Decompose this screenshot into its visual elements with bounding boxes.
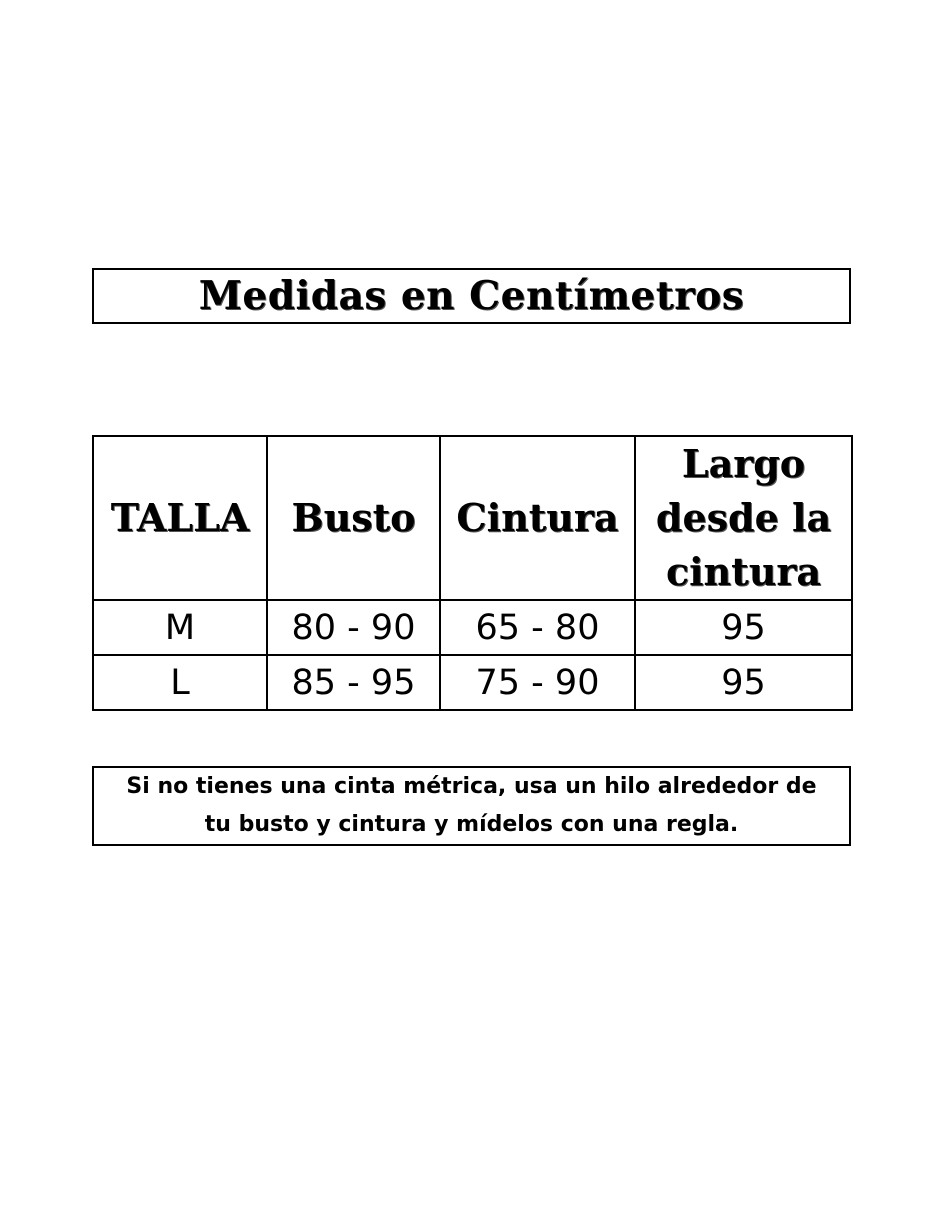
header-talla: TALLA xyxy=(93,436,267,600)
cell-largo: 95 xyxy=(635,655,852,710)
cell-busto: 85 - 95 xyxy=(267,655,440,710)
note-box xyxy=(92,766,851,846)
table-row xyxy=(93,600,852,655)
cell-size: L xyxy=(93,655,267,710)
cell-size: M xyxy=(93,600,267,655)
cell-cintura: 75 - 90 xyxy=(440,655,635,710)
cell-busto: 80 - 90 xyxy=(267,600,440,655)
header-cintura: Cintura xyxy=(440,436,635,600)
cell-largo: 95 xyxy=(635,600,852,655)
header-largo: Largo desde la cintura xyxy=(635,436,852,600)
header-busto: Busto xyxy=(267,436,440,600)
size-chart-table xyxy=(92,435,853,711)
page-title: Medidas en Centímetros xyxy=(198,273,745,319)
measurement-note: Si no tienes una cinta métrica, usa un hilo alrededor de tu busto y cintura y mídelos con una regla. xyxy=(126,774,817,837)
table-header-row xyxy=(93,436,852,600)
cell-cintura: 65 - 80 xyxy=(440,600,635,655)
table-row xyxy=(93,655,852,710)
title-box xyxy=(92,268,851,324)
